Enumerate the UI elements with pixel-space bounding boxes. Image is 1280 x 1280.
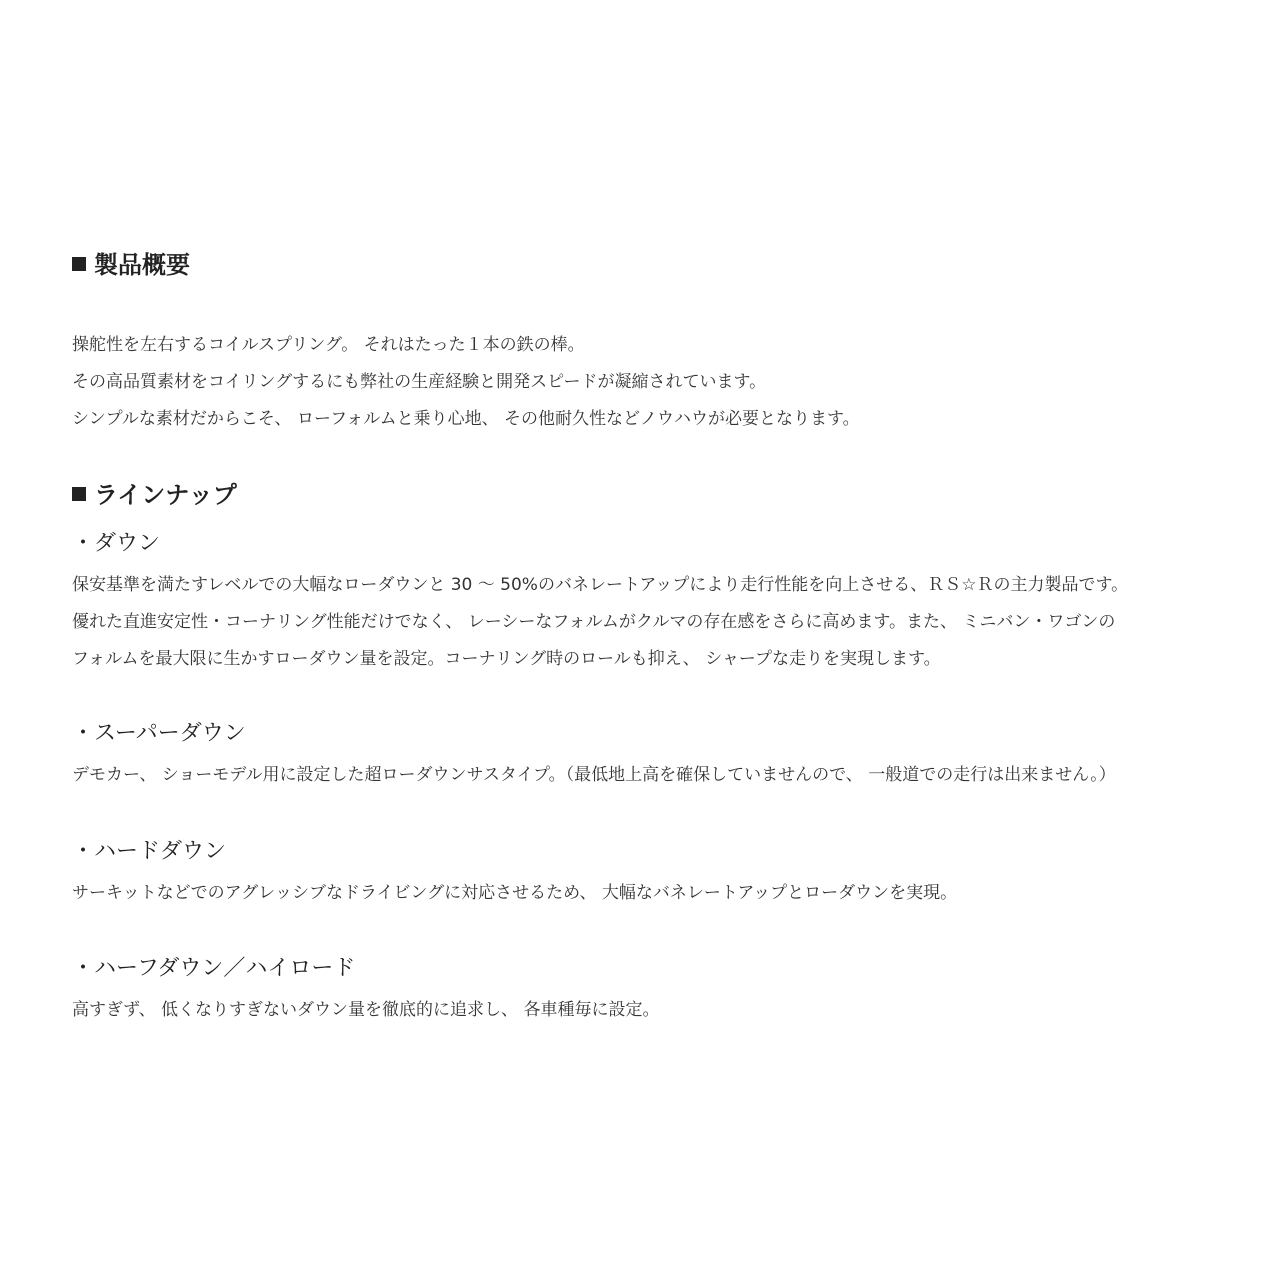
lineup-item-title: ・ハーフダウン／ハイロード [72,956,356,981]
lineup-item-title: ・ハードダウン [72,839,227,864]
lineup-item-line: サーキットなどでのアグレッシブなドライビングに対応させるため、 大幅なバネレートアップとローダウンを実現。 [72,883,958,903]
square-bullet-icon [72,487,86,501]
overview-heading-text: 製品概要 [94,251,190,279]
lineup-item-title: ・スーパーダウン [72,721,246,746]
lineup-item-description [72,567,1128,678]
overview-heading [72,250,190,280]
overview-description [72,327,860,438]
lineup-item-description [72,992,659,1029]
lineup-item-line: デモカー、 ショーモデル用に設定した超ローダウンサスタイプ。（最低地上高を確保していませんので、 一般道での走行は出来ません。） [72,765,1116,785]
overview-line: 操舵性を左右するコイルスプリング。 それはたった１本の鉄の棒。 [72,335,585,355]
lineup-item-line: フォルムを最大限に生かすローダウン量を設定。コーナリング時のロールも抑え、 シャープな走りを実現します。 [72,649,941,669]
overview-line: シンプルな素材だからこそ、 ローフォルムと乗り心地、 その他耐久性などノウハウが必要となります。 [72,409,860,429]
lineup-item-description [72,757,1116,794]
lineup-item-description [72,875,957,912]
square-bullet-icon [72,257,86,271]
lineup-item-title: ・ダウン [72,531,161,556]
lineup-item-line: 保安基準を満たすレベルでの大幅なローダウンと 30 ～ 50%のバネレートアップにより走行性能を向上させる、ＲＳ☆Ｒの主力製品です。 [72,575,1129,595]
overview-line: その高品質素材をコイリングするにも弊社の生産経験と開発スピードが凝縮されています。 [72,372,767,392]
lineup-item-line: 高すぎず、 低くなりすぎないダウン量を徹底的に追求し、 各車種毎に設定。 [72,1000,660,1020]
lineup-item-line: 優れた直進安定性・コーナリング性能だけでなく、 レーシーなフォルムがクルマの存在感をさらに高めます。また、 ミニバン・ワゴンの [72,612,1116,632]
lineup-heading-text: ラインナップ [94,481,237,509]
lineup-heading [72,480,237,510]
